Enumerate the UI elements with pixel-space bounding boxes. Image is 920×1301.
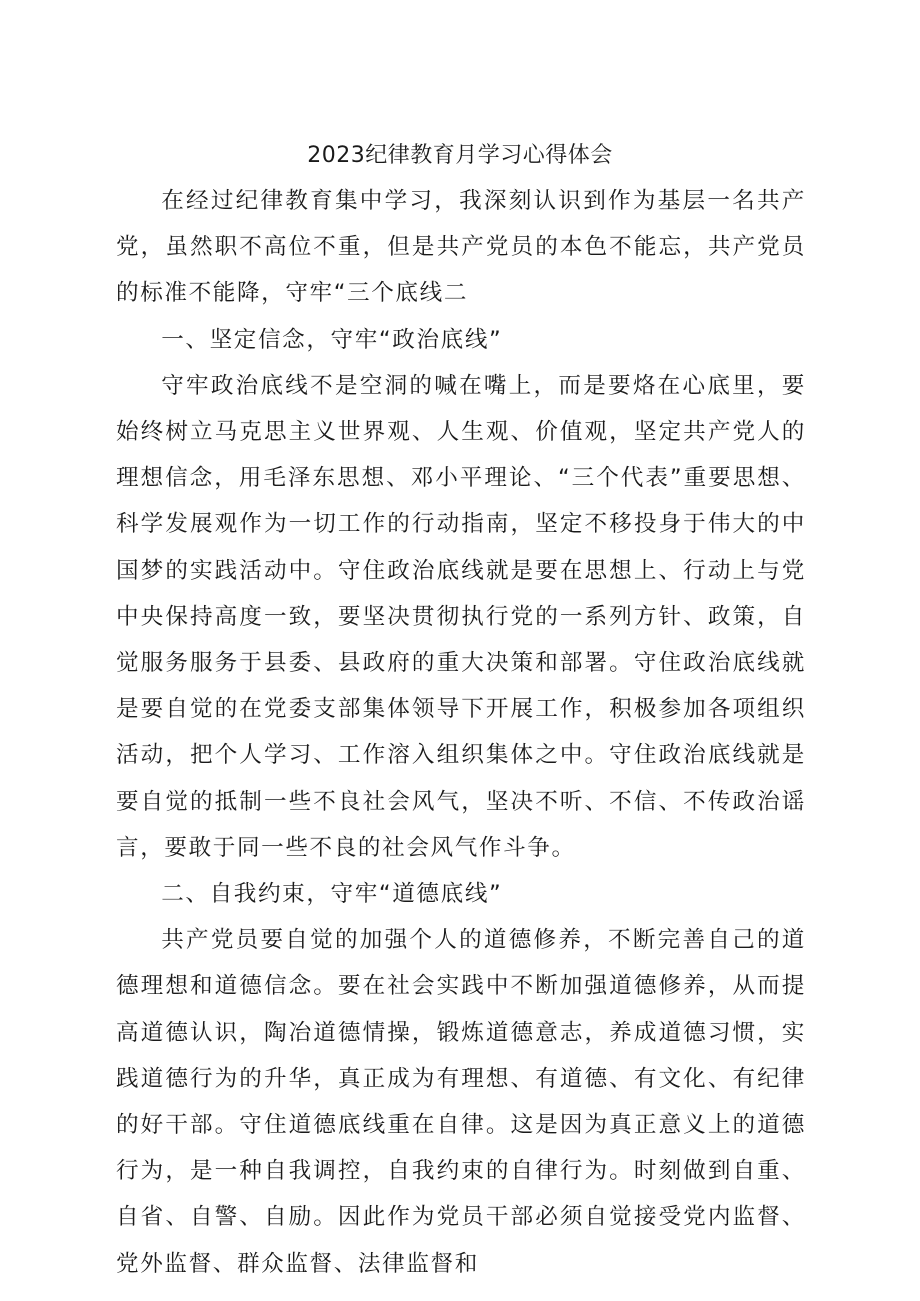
political-bottom-line-paragraph: 守牢政治底线不是空洞的喊在嘴上，而是要烙在心底里，要始终树立马克思主义世界观、人生观、价值观，坚定共产党人的理想信念，用毛泽东思想、邓小平理论、“三个代表”重要思想、科学发展观作为一切工作的行动指南，坚定不移投身于伟大的中国梦的实践活动中。守住政治底线就是要在思想上、行动上与党中央保持高度一致，要坚决贯彻执行党的一系列方针、政策，自觉服务服务于县委、县政府的重大决策和部署。守住政治底线就是要自觉的在党委支部集体领导下开展工作，积极参加各项组织活动，把个人学习、工作溶入组织集体之中。守住政治底线就是要自觉的抵制一些不良社会风气，坚决不听、不信、不传政治谣言，要敢于同一些不良的社会风气作斗争。	[116, 372, 806, 861]
section-heading-moral-bottom-line: 二、自我约束，守牢“道德底线”	[161, 881, 503, 908]
moral-bottom-line-paragraph: 共产党员要自觉的加强个人的道德修养，不断完善自己的道德理想和道德信念。要在社会实践中不断加强道德修养，从而提高道德认识，陶冶道德情操，锻炼道德意志，养成道德习惯，实践道德行为的升华，真正成为有理想、有道德、有文化、有纪律的好干部。守住道德底线重在自律。这是因为真正意义上的道德行为，是一种自我调控，自我约束的自律行为。时刻做到自重、自省、自警、自励。因此作为党员干部必须自觉接受党内监督、党外监督、群众监督、法律监督和	[116, 927, 806, 1277]
section-heading-political-bottom-line: 一、坚定信念，守牢“政治底线”	[161, 326, 503, 353]
document-body	[116, 178, 806, 1287]
intro-paragraph: 在经过纪律教育集中学习，我深刻认识到作为基层一名共产党，虽然职不高位不重，但是共产党员的本色不能忘，共产党员的标准不能降，守牢“三个底线二	[116, 188, 806, 307]
document-title: 2023纪律教育月学习心得体会	[307, 143, 613, 168]
